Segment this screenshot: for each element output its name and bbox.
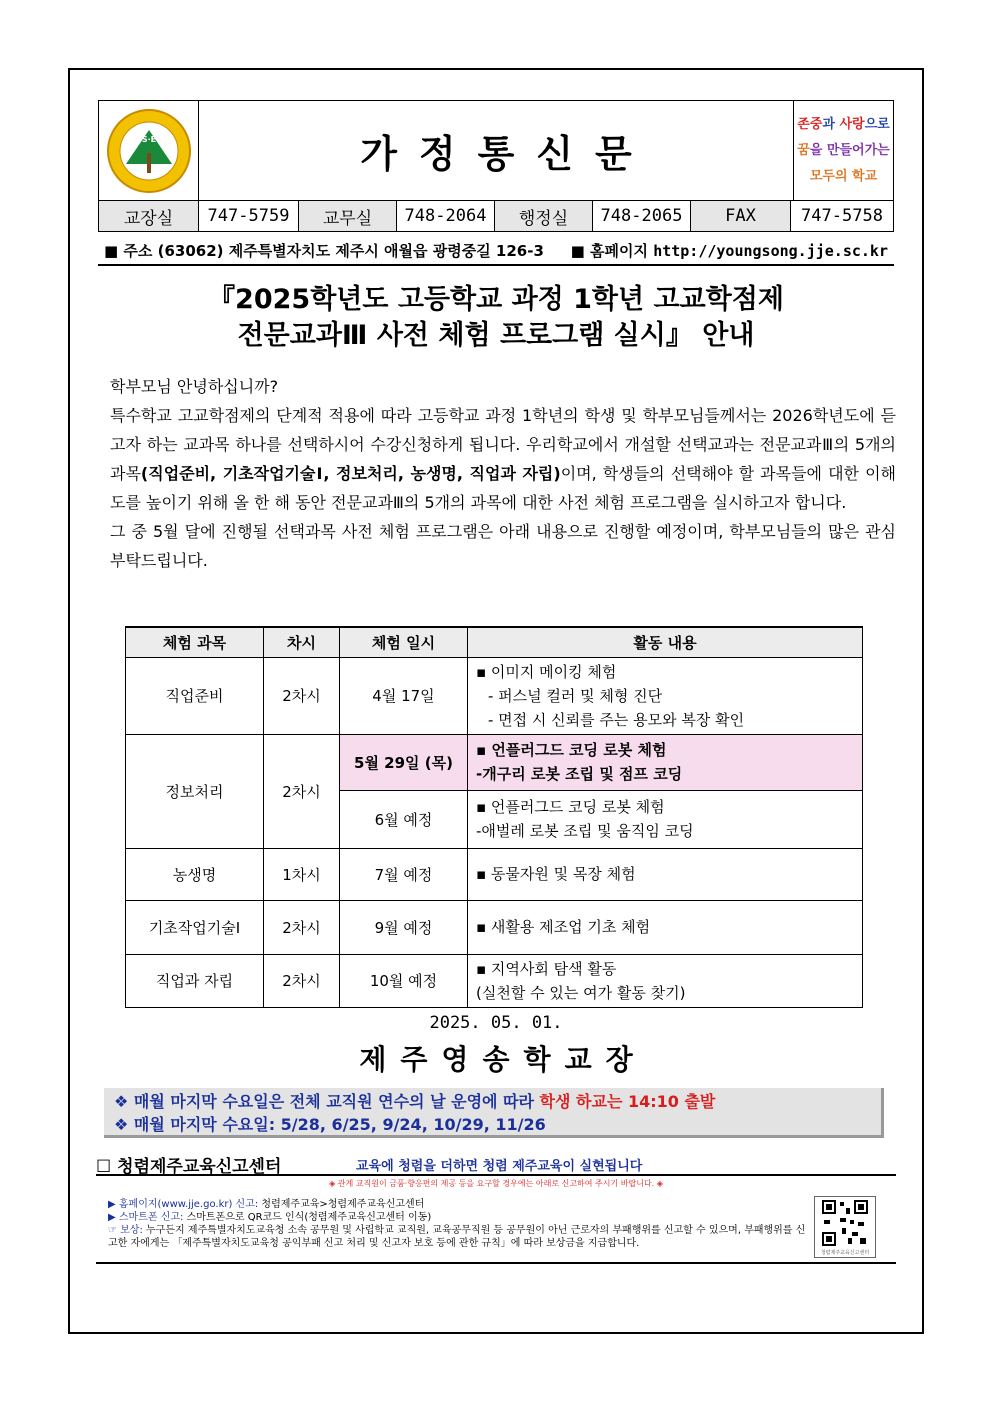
contact-phones [99,201,893,231]
date-cell: 9월 예정 [340,900,468,954]
date-cell: 7월 예정 [340,848,468,900]
column-header: 체험 과목 [126,627,264,657]
date-cell: 4월 17일 [340,657,468,734]
activity-cell-highlight: ▪ 언플러그드 코딩 로봇 체험 -개구리 로봇 조립 및 점프 코딩 [468,734,863,790]
phone-number: 747-5759 [199,201,299,231]
session-cell: 1차시 [264,848,340,900]
session-cell: 2차시 [264,657,340,734]
principal-signature: 제주영송학교장 [359,1043,647,1076]
column-header: 차시 [264,627,340,657]
report-reward: ☞ 보상: 누구든지 제주특별자치도교육청 소속 공무원 및 사립학교 교직원, 교육공무직원 등 공무원이 아닌 근로자의 부패행위를 신고할 수 있으며, 부패행위를 신고한 자에게는 「제주특별자치도교육청 공익부패 신고 처리 및 신고자 보호 등에 관한 규칙」에 따라 보상금을 지급합니다. [108,1225,806,1249]
column-header: 체험 일시 [340,627,468,657]
address-bar [98,236,894,266]
subject-cell: 기초작업기술Ⅰ [126,900,264,954]
divider [96,1262,896,1264]
table-row [126,734,863,790]
title-line-2: 전문교과Ⅲ 사전 체험 프로그램 실시』 안내 [237,320,755,351]
subject-cell: 직업과 자립 [126,954,264,1007]
qr-code[interactable] [814,1196,876,1258]
phone-label: 행정실 [495,201,593,231]
issue-date: 2025. 05. 01. [429,1013,563,1033]
report-methods [108,1198,808,1250]
title-line-1: 『2025학년도 고등학교 과정 1학년 고교학점제 [208,284,784,315]
activity-cell: ▪ 동물자원 및 목장 체험 [468,848,863,900]
table-row [126,848,863,900]
phone-label: 교장실 [99,201,199,231]
school-logo-icon [106,108,192,194]
schedule-table [125,626,863,1008]
report-homepage: ▶ 홈페이지(www.jje.go.kr) 신고: 청렴제주교육>청렴제주교육신고센터 [108,1199,425,1210]
date-cell: 10월 예정 [340,954,468,1007]
homepage-link[interactable]: http://youngsong.jje.sc.kr [653,241,888,260]
date-cell: 6월 예정 [340,790,468,848]
subject-cell: 직업준비 [126,657,264,734]
paragraph-1: 특수학교 고교학점제의 단계적 적용에 따라 고등학교 과정 1학년의 학생 및 학부모님들께서는 2026학년도에 듣고자 하는 교과목 하나를 선택하시어 수강신청하게 됩니다. 우리학교에서 개설할 선택교과는 전문교과Ⅲ의 5개의 과목(직업준비, 기초작업기술Ⅰ, 정보처리, 농생명, 직업과 자립)이며, 학생들의 선택해야 할 과목들에 대한 이해도를 높이기 위해 올 한 해 동안 전문교과Ⅲ의 5개의 과목에 대한 사전 체험 프로그램을 실시하고자 합니다. [110,406,896,512]
report-smartphone: ▶ 스마트폰 신고: 스마트폰으로 QR코드 인식(청렴제주교육신고센터 이동) [108,1212,432,1223]
svg-text:S·E: S·E [141,134,156,144]
notice-box [104,1088,884,1138]
session-cell: 2차시 [264,734,340,848]
notice-line-2: ❖ 매월 마지막 수요일: 5/28, 6/25, 9/24, 10/29, 11/26 [114,1115,546,1134]
school-motto: 존중과 사랑으로 꿈을 만들어가는 모두의 학교 [793,101,893,200]
qr-code-icon [820,1198,870,1248]
letter-body [96,372,896,575]
integrity-slogan: 교육에 청렴을 더하면 청렴 제주교육이 실현됩니다 [356,1159,643,1174]
table-row [126,900,863,954]
report-note: ◈ 관계 교직원이 금품·향응편의 제공 등을 요구할 경우에는 아래로 신고하여 주시기 바랍니다. ◈ [329,1179,663,1188]
column-header: 활동 내용 [468,627,863,657]
letterhead [98,100,894,232]
notice-line-1: ❖ 매월 마지막 수요일은 전체 교직원 연수의 날 운영에 따라 학생 하교는 14:10 출발 [114,1092,716,1111]
subject-cell: 정보처리 [126,734,264,848]
activity-cell: ▪ 언플러그드 코딩 로봇 체험 -애벌레 로봇 조립 및 움직임 코딩 [468,790,863,848]
school-logo [99,101,199,200]
date-cell-highlight: 5월 29일 (목) [340,734,468,790]
activity-cell: ▪ 이미지 메이킹 체험 - 퍼스널 컬러 및 체형 진단 - 면접 시 신뢰를 주는 용모와 복장 확인 [468,657,863,734]
fax-number: 747-5758 [801,206,883,226]
homepage-label: ■ 홈페이지 [570,241,648,260]
subject-cell: 농생명 [126,848,264,900]
phone-number: 748-2065 [593,201,691,231]
address: ■ 주소 (63062) 제주특별자치도 제주시 애월읍 광령중길 126-3 [104,241,544,260]
phone-number: 748-2064 [397,201,495,231]
paragraph-2: 그 중 5월 달에 진행될 선택과목 사전 체험 프로그램은 아래 내용으로 진행할 예정이며, 학부모님들의 많은 관심 부탁드립니다. [110,522,896,570]
session-cell: 2차시 [264,900,340,954]
document-title [98,282,894,354]
page-title: 가정통신문 [360,132,654,176]
qr-label: 청렴제주교육신고센터 [820,1250,870,1256]
phone-label: 교무실 [299,201,397,231]
table-row [126,657,863,734]
fax-label: FAX [691,201,791,231]
activity-cell: ▪ 지역사회 탐색 활동 (실천할 수 있는 여가 활동 찾기) [468,954,863,1007]
session-cell: 2차시 [264,954,340,1007]
table-row [126,954,863,1007]
activity-cell: ▪ 새활용 제조업 기초 체험 [468,900,863,954]
center-name: ☐ 청렴제주교육신고센터 [96,1157,282,1177]
divider [96,1174,896,1176]
greeting: 학부모님 안녕하십니까? [110,377,279,396]
